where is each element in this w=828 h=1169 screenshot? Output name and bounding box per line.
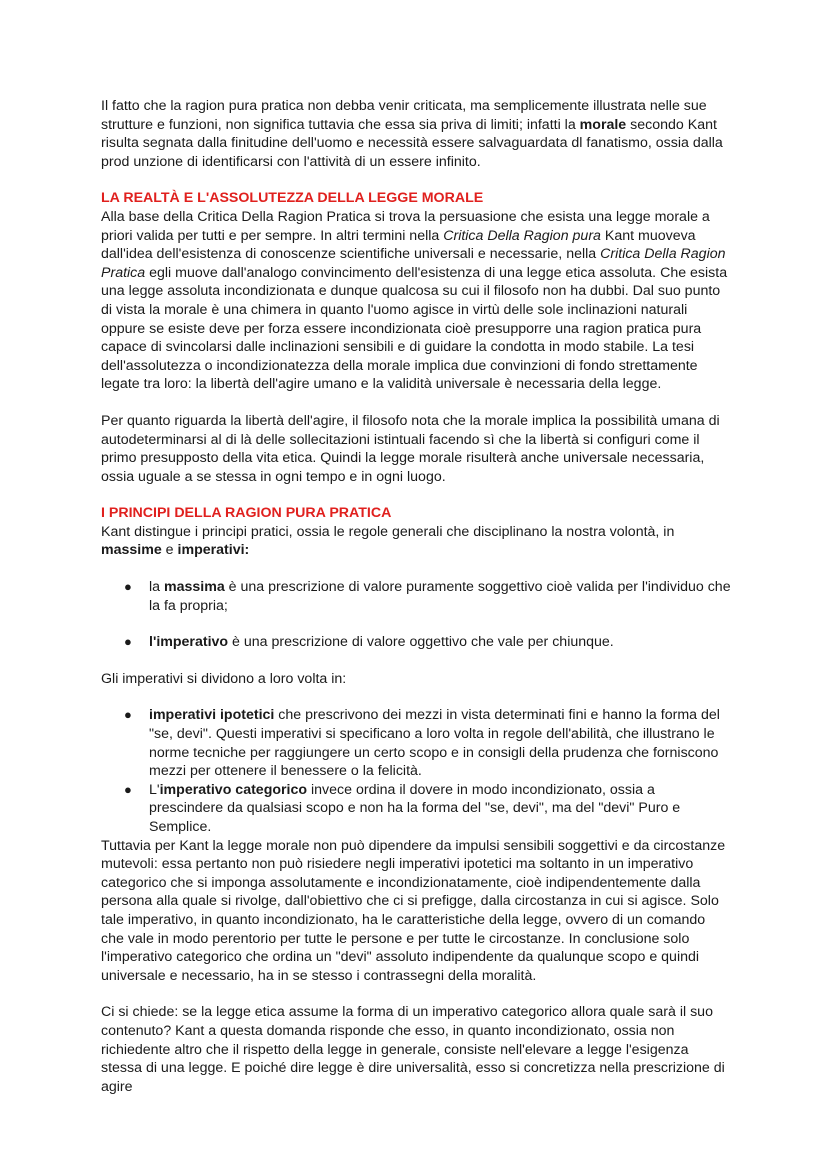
- list-item-massima: ● la massima è una prescrizione di valore puramente soggettivo cioè valida per l'individuo che la fa propria;: [124, 579, 731, 614]
- section-heading-principi: I PRINCIPI DELLA RAGION PURA PRATICA: [101, 505, 392, 522]
- document-page: [101, 97, 731, 1096]
- list-item-categorico: ● L'imperativo categorico invece ordina il dovere in modo incondizionato, ossia a prescindere da qualsiasi scopo e non ha la forma del "se, devi", ma del "devi" Puro e Semplice.: [124, 781, 681, 835]
- section-heading-legge-morale: LA REALTÀ E L'ASSOLUTEZZA DELLA LEGGE MORALE: [101, 190, 484, 207]
- bullet-icon: ●: [124, 707, 132, 723]
- list-item-ipotetici: ● imperativi ipotetici che prescrivono dei mezzi in vista determinati fini e hanno la forma del "se, devi". Questi imperativi si specificano a loro volta in regole dell'abilità, che illustrano le norme tecniche per raggiungere un certo scopo e in consigli della prudenza che forniscono mezzi per ottenere il benessere o la felicità.: [124, 707, 720, 780]
- intro-paragraph: Il fatto che la ragion pura pratica non debba venir criticata, ma semplicemente illustrata nelle sue strutture e funzioni, non significa tuttavia che essa sia priva di limiti; infatti la morale secondo Kant risulta segnata dalla finitudine dell'uomo e necessità essere salvaguardata dl fanatismo, ossia dalla prod unzione di identificarsi con l'attività di un essere infinito.: [101, 98, 723, 170]
- bullet-icon: ●: [124, 634, 132, 650]
- bullet-icon: ●: [124, 579, 132, 595]
- section2-paragraph-1: Kant distingue i principi pratici, ossia le regole generali che disciplinano la nostra volontà, in massime e imperativi:: [101, 523, 675, 559]
- section2-paragraph-3: Tuttavia per Kant la legge morale non può dipendere da impulsi sensibili soggettivi e da circostanze mutevoli: essa pertanto non può risiedere negli imperativi ipotetici ma soltanto in un imperativo categorico che si imponga assolutamente e incondizionatamente, cioè indipendentemente dalla persona alla quale si rivolge, dall'obiettivo che ci si prefigge, dalla circostanza in cui si agisce. Solo tale imperativo, in quanto incondizionato, ha le caratteristiche della legge, ovvero di un comando che vale in modo perentorio per tutte le persone e per tutte le circostanze. In conclusione solo l'imperativo categorico che ordina un "devi" assoluto indipendente da qualunque scopo e quindi universale e necessario, ha in se stesso i contrassegni della moralità.: [101, 837, 726, 984]
- section1-paragraph-2: Per quanto riguarda la libertà dell'agire, il filosofo nota che la morale implica la possibilità umana di autodeterminarsi al di là delle sollecitazioni istintuali facendo sì che la libertà si configuri come il primo presupposto della vita etica. Quindi la legge morale risulterà anche universale necessaria, ossia uguale a se stessa in ogni tempo e in ogni luogo.: [101, 412, 720, 485]
- italic-title: Critica Della Ragion pura: [443, 227, 601, 244]
- bold-term: morale: [579, 116, 627, 133]
- list-item-imperativo: ● l'imperativo è una prescrizione di valore oggettivo che vale per chiunque.: [124, 634, 614, 651]
- principi-list-2: [101, 633, 731, 652]
- section2-paragraph-4: Ci si chiede: se la legge etica assume la forma di un imperativo categorico allora quale sarà il suo contenuto? Kant a questa domanda risponde che esso, in quanto incondizionato, ossia non richiedente altro che il rispetto della legge in generale, consiste nell'elevare a legge l'esigenza stessa di una legge. E poiché dire legge è dire universalità, esso si concretizza nella prescrizione di agire: [101, 1004, 725, 1095]
- principi-list: [101, 578, 731, 615]
- bullet-icon: ●: [124, 781, 132, 797]
- section1-paragraph-1: Alla base della Critica Della Ragion Pratica si trova la persuasione che esista una legge morale a priori valida per tutti e per sempre. In altri termini nella Critica Della Ragion pura Kant muoveva dall'idea dell'esistenza di conoscenze scientifiche universali e necessarie, nella Critica Della Ragion Pratica egli muove dall'analogo convincimento dell'esistenza di una legge etica assoluta. Che esista una legge assoluta incondizionata e dunque qualcosa su cui il filosofo non ha dubbi. Dal suo punto di vista la morale è una chimera in quanto l'uomo agisce in virtù delle sole inclinazioni naturali oppure se esiste deve per forza essere incondizionata cioè presupporre una ragion pratica pura capace di svincolarsi dalle inclinazioni sensibili e di guidare la condotta in modo stabile. La tesi dell'assolutezza o incondizionatezza della morale implica due convinzioni di fondo strettamente legate tra loro: la libertà dell'agire umano e la validità universale è necessaria della legge.: [101, 208, 728, 393]
- italic-title: Critica Della Ragion Pratica: [101, 246, 726, 281]
- section2-paragraph-2: Gli imperativi si dividono a loro volta in:: [101, 670, 347, 687]
- imperativi-list: [101, 706, 731, 836]
